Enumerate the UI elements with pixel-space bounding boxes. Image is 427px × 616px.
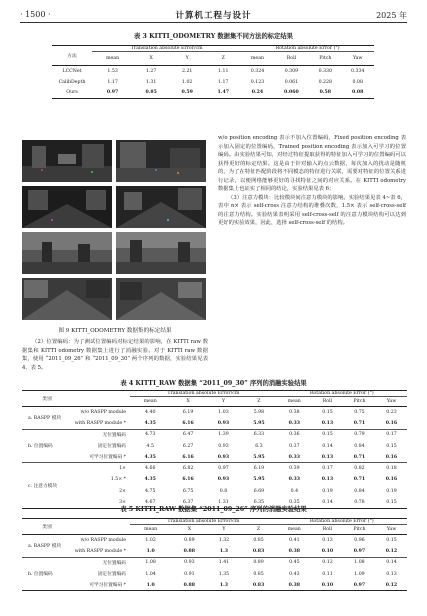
column-header: Roll: [286, 56, 297, 61]
table-cell: 6.37: [182, 499, 194, 505]
table-cell: 0.75: [354, 409, 365, 415]
table-cell: 1.02: [181, 79, 193, 85]
table-row: [22, 463, 407, 474]
table-cell: 0.78: [354, 499, 365, 505]
table3-method-header: 方法: [52, 46, 92, 66]
table-cell: 1.53: [107, 68, 118, 74]
running-header: [20, 8, 407, 23]
figure-image: [22, 278, 112, 320]
table-cell: 0.061: [284, 79, 299, 85]
table-cell: 0.83: [252, 548, 265, 554]
table-cell: 4.35: [144, 420, 156, 426]
table-cell: 0.15: [322, 432, 333, 438]
row-label: 无位置编码: [102, 432, 126, 438]
table-cell: 0.17: [322, 466, 333, 472]
row-label: w/o RASPP module: [80, 537, 126, 543]
figure-image: [116, 140, 206, 182]
figure-image: [116, 186, 206, 228]
table-cell: 0.38: [288, 548, 301, 554]
table-cell: 0.16: [385, 454, 398, 460]
table-cell: 0.91: [184, 571, 195, 577]
figure-image: [116, 278, 206, 320]
table-cell: 0.123: [250, 79, 265, 85]
table-cell: 0.14: [386, 560, 397, 566]
table-cell: 1.31: [145, 79, 157, 85]
table-cell: 5.95: [253, 420, 265, 426]
table-cell: 0.08: [352, 90, 364, 96]
table3-caption: 表 3 KITTI_ODOMETRY 数据集不同方法的标定结果: [134, 33, 293, 40]
table-cell: 0.85: [253, 537, 264, 543]
table-cell: 0.38: [288, 582, 301, 588]
table-cell: 0.18: [386, 466, 397, 472]
table3: [52, 45, 374, 99]
table-cell: 1.32: [218, 537, 230, 543]
table-cell: 0.89: [184, 537, 195, 543]
table5: [22, 518, 407, 591]
column-header: Roll: [322, 527, 333, 532]
row-label: 可学习位置编码 *: [89, 455, 126, 461]
table-cell: 0.84: [354, 443, 365, 449]
table-row: [22, 474, 407, 485]
column-header: X: [149, 56, 153, 61]
page-number: · 1500 ·: [20, 10, 51, 19]
table-cell: 0.93: [217, 454, 230, 460]
table-cell: 0.8: [219, 488, 228, 494]
table-cell: 0.71: [353, 454, 366, 460]
table-row: [52, 77, 374, 88]
table-cell: 0.97: [106, 90, 119, 96]
column-header: Y: [185, 56, 189, 61]
table-cell: 1.17: [107, 79, 118, 85]
table-cell: 1.27: [145, 68, 157, 74]
table-cell: 0.71: [353, 420, 366, 426]
table-cell: 0.13: [321, 477, 334, 483]
table-cell: 0.16: [385, 477, 398, 483]
table-cell: 0.33: [288, 420, 301, 426]
table-row: [22, 557, 407, 568]
table-cell: 0.08: [352, 79, 363, 85]
table-cell: 6.16: [182, 477, 194, 483]
table-cell: 6.75: [182, 488, 194, 494]
row-label: LCCNet: [62, 68, 82, 74]
row-label: 2×: [119, 488, 126, 494]
table-row: [22, 452, 407, 463]
table-cell: 0.33: [288, 477, 301, 483]
group-label: a. RASPP 模块: [22, 407, 72, 430]
figure-image: [22, 186, 112, 228]
table-cell: 0.330: [318, 68, 332, 74]
table-cell: 6.27: [182, 443, 194, 449]
table-cell: 0.39: [289, 466, 300, 472]
table4-caption: 表 4 KITTI_RAW 数据集 “2011_09_30” 序列的消融实验结果: [120, 380, 307, 387]
column-header: mean: [287, 399, 301, 404]
table-cell: 0.309: [284, 68, 299, 74]
table-cell: 1.35: [218, 571, 230, 577]
table-row: [22, 535, 407, 546]
table-cell: 2.21: [181, 68, 193, 74]
table-cell: 0.12: [385, 582, 398, 588]
table-cell: 0.324: [250, 68, 265, 74]
table-cell: 0.11: [322, 571, 333, 577]
row-label: with RASPP module *: [74, 548, 126, 554]
table-cell: 0.10: [321, 548, 334, 554]
table-row: [22, 440, 407, 451]
table-cell: 0.89: [253, 560, 264, 566]
table-cell: 1.0: [146, 548, 155, 554]
column-header: Z: [257, 399, 261, 404]
table-cell: 0.43: [289, 571, 300, 577]
figure-image: [116, 232, 206, 274]
table4: [22, 390, 407, 509]
table-cell: 5.95: [253, 454, 265, 460]
table-cell: 4.67: [145, 499, 156, 505]
table-cell: 6.35: [253, 499, 265, 505]
table-cell: 0.97: [353, 582, 366, 588]
table-cell: 6.19: [253, 466, 265, 472]
table-cell: 1.17: [218, 79, 229, 85]
column-header: Z: [256, 527, 261, 532]
table-cell: 0.82: [354, 466, 365, 472]
column-header: mean: [144, 527, 158, 532]
figure-caption: 图 9 KITTI_ODOMETRY 数据集的标定结果: [58, 328, 172, 334]
group-label: a. RASPP 模块: [22, 535, 72, 558]
table-cell: 1.41: [218, 560, 230, 566]
table-cell: 0.97: [218, 466, 229, 472]
right-column-text: [218, 134, 406, 228]
row-label: 无位置编码: [102, 560, 126, 566]
table5-caption: 表 5 KITTI_RAW 数据集 “2011_09_26” 序列的消融实验结果: [120, 506, 307, 513]
table-cell: 4.73: [145, 432, 156, 438]
table-cell: 0.23: [386, 409, 397, 415]
table-cell: 1.04: [145, 571, 156, 577]
table-cell: 1.47: [217, 90, 229, 96]
table4-category-header: 类别: [22, 391, 72, 407]
table-cell: 0.93: [218, 443, 229, 449]
row-label: with RASPP module *: [74, 420, 126, 426]
table-cell: 0.93: [184, 560, 195, 566]
table-cell: 0.96: [354, 537, 365, 543]
table-cell: 0.15: [386, 499, 397, 505]
table-cell: 1.08: [354, 560, 365, 566]
table-cell: 1.0: [146, 582, 155, 588]
table-cell: 6.16: [182, 454, 194, 460]
table3-group1-header: Translation absolute Error/cm: [92, 46, 241, 52]
table-cell: 0.84: [354, 488, 365, 494]
table-cell: 0.83: [252, 582, 265, 588]
table-cell: 0.97: [353, 548, 366, 554]
paragraph: w/o position encoding 表示不加入位置编码，Fixed position encoding 表示加入固定的位置编码，Trained position encoding 表示加入可学习的位置编码。由实验结果可知，对经过特征提取获得的特征加入可学习的位置编码可以获得更好的标定结果。这是由于针对输入的点云数据，每次加入的扰动是随机的，为了在特征匹配阶段将不同模态的特征进行关联，需要对特征的位置关系进行记录，以便网络能够更好的寻找特征之间的对应关系。在 KITTI odometry 数据集上也证实了相同的结论，实验结果见表 6；: [218, 135, 406, 192]
column-header: X: [186, 399, 190, 404]
table-cell: 0.45: [289, 560, 300, 566]
row-label: 3×: [119, 499, 126, 505]
table-row: [22, 486, 407, 497]
table-row: [22, 568, 407, 579]
table-cell: 1.08: [145, 560, 156, 566]
table-cell: 5.95: [253, 477, 265, 483]
table-cell: 5.98: [253, 409, 265, 415]
table-cell: 6.33: [253, 432, 265, 438]
table-cell: 1.03: [218, 409, 229, 415]
group-label: c. 注意力模块: [22, 463, 72, 508]
table-cell: 1.39: [218, 432, 229, 438]
table-cell: 0.12: [385, 548, 398, 554]
table-cell: 0.13: [321, 454, 334, 460]
figure-image: [22, 140, 112, 182]
column-header: Pitch: [353, 399, 366, 404]
table-cell: 6.16: [182, 420, 194, 426]
table-cell: 0.41: [289, 537, 300, 543]
group-label: b. 位置编码: [22, 429, 72, 463]
row-label: 可学习位置编码 *: [89, 583, 126, 589]
paragraph: （2）位置编码：为了测试位置编码对标定结果的影响，在 KITTI raw 数据集和 KITTI odometry 数据集上进行了消融实验。对于 KITTI raw 数据集，使用 “2011_09_26” 和 “2011_09_30” 两个序列的数据，实验结果见表 4、表 5。: [22, 339, 208, 371]
table-cell: 1.09: [354, 571, 365, 577]
table-cell: 6.82: [182, 466, 194, 472]
table-cell: 6.3: [255, 443, 263, 449]
table-cell: 0.15: [386, 537, 397, 543]
row-label: w/o RASPP module: [80, 409, 126, 415]
table5-group1-header: Translation absolute Error/cm: [130, 519, 277, 525]
table-cell: 4.35: [144, 454, 156, 460]
table-cell: 0.36: [289, 432, 300, 438]
table-cell: 0.19: [386, 488, 397, 494]
table-cell: 0.85: [145, 90, 157, 96]
table-cell: 0.14: [322, 443, 333, 449]
paragraph: （3）注意力模块：比较模块间注意力模块的影响。实验结果见表 4~表 6，表中 n× 表示 self-cross 注意力结构的堆叠次数，1.5× 表示 self-cross-self 的注意力结构。实验结果表明采用 self-cross-self 的注意力模块结构可以达到更好的实验效果，因此，选择 self-cross-self 的结构。: [218, 194, 406, 226]
row-label: 1.5× *: [110, 477, 126, 483]
row-label: 1×: [119, 466, 126, 472]
table-cell: 6.19: [182, 409, 194, 415]
table-cell: 0.10: [321, 582, 334, 588]
row-label: CalibDepth: [58, 79, 86, 85]
table-cell: 0.93: [217, 477, 230, 483]
table-row: [22, 407, 407, 418]
table-cell: 0.37: [289, 443, 300, 449]
table-row: [52, 88, 374, 99]
table-cell: 0.85: [253, 571, 264, 577]
column-header: Yaw: [386, 527, 397, 532]
table-cell: 0.14: [322, 499, 333, 505]
table-row: [22, 429, 407, 440]
journal-title: 计算机工程与设计: [175, 11, 252, 21]
table-cell: 0.59: [181, 90, 193, 96]
table-cell: 6.47: [182, 432, 194, 438]
table-cell: 0.93: [217, 420, 230, 426]
table-row: [22, 580, 407, 591]
row-label: Ours: [66, 90, 78, 96]
column-header: mean: [106, 56, 120, 61]
table-cell: 1.11: [218, 68, 229, 74]
table5-group2-header: Rotation absolute Error (°): [277, 519, 407, 525]
column-header: mean: [143, 399, 157, 404]
table-cell: 0.88: [183, 582, 196, 588]
column-header: mean: [250, 56, 265, 61]
table-cell: 6.69: [253, 488, 265, 494]
column-header: Pitch: [319, 56, 332, 61]
table4-group1-header: Translation absolute Error/cm: [130, 391, 277, 397]
column-header: Yaw: [386, 399, 397, 404]
row-label: 固定位置编码: [97, 444, 126, 450]
column-header: mean: [287, 527, 301, 532]
table-cell: 0.060: [284, 90, 299, 96]
figure-image: [22, 232, 112, 274]
table-cell: 1.3: [219, 548, 229, 554]
table-cell: 0.35: [289, 499, 300, 505]
table-cell: 0.13: [321, 420, 334, 426]
table3-group2-header: Rotation absolute Error (°): [241, 46, 374, 52]
table-cell: 0.4: [290, 488, 299, 494]
table-cell: 4.75: [145, 488, 156, 494]
table-cell: 0.15: [386, 443, 397, 449]
table-cell: 0.13: [386, 571, 397, 577]
table-cell: 0.13: [322, 537, 333, 543]
table-row: [22, 546, 407, 557]
column-header: Pitch: [353, 527, 366, 532]
table-cell: 0.228: [318, 79, 332, 85]
column-header: Z: [221, 56, 225, 61]
table-row: [52, 66, 374, 77]
table-cell: 1.3: [219, 582, 229, 588]
issue-year: 2025 年: [376, 11, 407, 20]
table-cell: 0.24: [251, 90, 264, 96]
table5-category-header: 类别: [22, 519, 72, 535]
table-cell: 0.79: [354, 432, 365, 438]
row-label: 固定位置编码: [97, 572, 126, 578]
table-cell: 0.71: [353, 477, 366, 483]
table-cell: 0.334: [351, 68, 365, 74]
table-cell: 0.58: [319, 90, 331, 96]
left-column-text: [22, 338, 208, 372]
column-header: Yaw: [352, 56, 363, 61]
table-cell: 4.35: [144, 477, 156, 483]
table-cell: 0.19: [322, 488, 333, 494]
column-header: Y: [221, 399, 226, 404]
table-cell: 4.66: [145, 466, 156, 472]
table-cell: 0.38: [289, 409, 300, 415]
table-cell: 0.88: [183, 548, 196, 554]
group-label: b. 位置编码: [22, 557, 72, 591]
column-header: Y: [222, 527, 226, 532]
column-header: Roll: [322, 399, 333, 404]
table-cell: 1.02: [145, 537, 156, 543]
figure-9: [22, 140, 208, 322]
table-cell: 0.33: [288, 454, 301, 460]
table4-group2-header: Rotation absolute Error (°): [277, 391, 407, 397]
table-cell: 4.5: [146, 443, 154, 449]
table-cell: 0.16: [385, 420, 398, 426]
table-cell: 0.12: [322, 560, 333, 566]
table-cell: 4.40: [145, 409, 156, 415]
table-cell: 0.15: [322, 409, 333, 415]
column-header: X: [187, 527, 192, 532]
table-cell: 1.31: [218, 499, 229, 505]
table-row: [22, 418, 407, 429]
table-cell: 0.17: [386, 432, 397, 438]
